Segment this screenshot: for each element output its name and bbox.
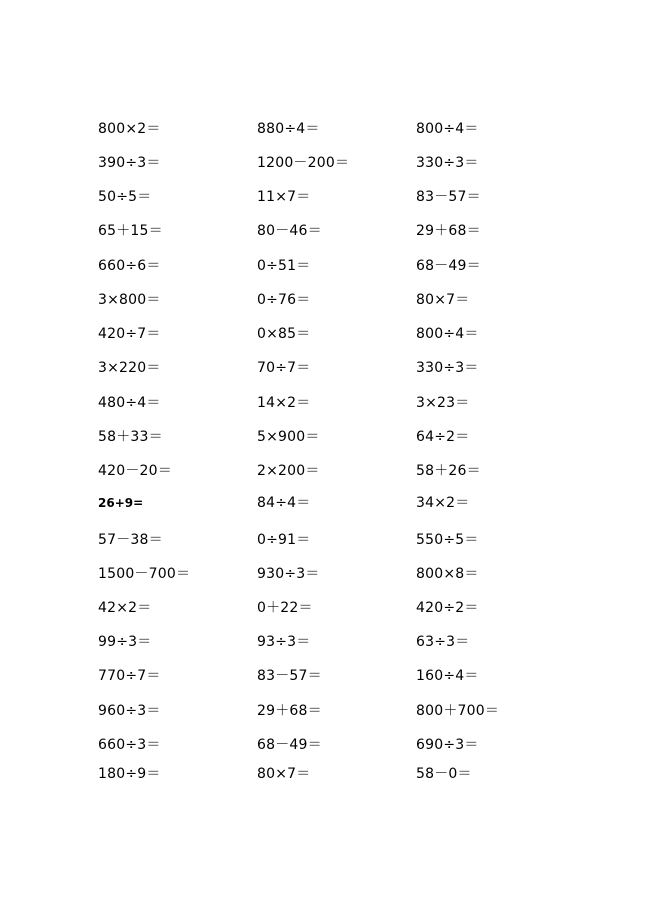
- problem-right-11: 58＋26＝: [416, 463, 481, 479]
- problem-left-7: 420÷7＝: [98, 326, 161, 342]
- problem-middle-15: 0＋22＝: [257, 600, 313, 616]
- problem-right-9: 3×23＝: [416, 395, 470, 411]
- problem-left-9: 480÷4＝: [98, 395, 161, 411]
- problem-right-8: 330÷3＝: [416, 360, 479, 376]
- problem-right-10: 64÷2＝: [416, 429, 470, 445]
- problem-left-18: 960÷3＝: [98, 703, 161, 719]
- problem-left-5: 660÷6＝: [98, 258, 161, 274]
- problem-middle-5: 0÷51＝: [257, 258, 311, 274]
- problem-middle-2: 1200－200＝: [257, 155, 350, 171]
- problem-left-20: 180÷9＝: [98, 766, 161, 782]
- problem-left-3: 50÷5＝: [98, 189, 152, 205]
- problem-middle-18: 29＋68＝: [257, 703, 322, 719]
- problem-right-7: 800÷4＝: [416, 326, 479, 342]
- problem-right-18: 800＋700＝: [416, 703, 500, 719]
- problem-middle-1: 880÷4＝: [257, 121, 320, 137]
- problem-right-12: 34×2＝: [416, 495, 470, 511]
- problem-right-1: 800÷4＝: [416, 121, 479, 137]
- problem-left-12: 26+9=: [98, 496, 144, 510]
- problem-right-4: 29＋68＝: [416, 223, 481, 239]
- problem-middle-20: 80×7＝: [257, 766, 311, 782]
- problem-middle-14: 930÷3＝: [257, 566, 320, 582]
- problem-right-6: 80×7＝: [416, 292, 470, 308]
- problem-right-15: 420÷2＝: [416, 600, 479, 616]
- problem-right-13: 550÷5＝: [416, 532, 479, 548]
- problem-middle-16: 93÷3＝: [257, 634, 311, 650]
- problem-right-5: 68－49＝: [416, 258, 481, 274]
- problem-middle-9: 14×2＝: [257, 395, 311, 411]
- problem-middle-6: 0÷76＝: [257, 292, 311, 308]
- problem-middle-4: 80－46＝: [257, 223, 322, 239]
- problem-left-4: 65＋15＝: [98, 223, 163, 239]
- problem-left-13: 57－38＝: [98, 532, 163, 548]
- problem-middle-17: 83－57＝: [257, 668, 322, 684]
- problem-left-15: 42×2＝: [98, 600, 152, 616]
- problem-right-16: 63÷3＝: [416, 634, 470, 650]
- problem-middle-13: 0÷91＝: [257, 532, 311, 548]
- problem-middle-3: 11×7＝: [257, 189, 311, 205]
- problem-left-16: 99÷3＝: [98, 634, 152, 650]
- problem-middle-10: 5×900＝: [257, 429, 320, 445]
- problem-right-2: 330÷3＝: [416, 155, 479, 171]
- problem-left-17: 770÷7＝: [98, 668, 161, 684]
- problem-middle-7: 0×85＝: [257, 326, 311, 342]
- problem-left-8: 3×220＝: [98, 360, 161, 376]
- problem-left-11: 420－20＝: [98, 463, 172, 479]
- problem-middle-12: 84÷4＝: [257, 495, 311, 511]
- problem-right-3: 83－57＝: [416, 189, 481, 205]
- problem-left-14: 1500－700＝: [98, 566, 191, 582]
- problem-right-19: 690÷3＝: [416, 737, 479, 753]
- problem-middle-11: 2×200＝: [257, 463, 320, 479]
- problem-left-10: 58＋33＝: [98, 429, 163, 445]
- problem-left-2: 390÷3＝: [98, 155, 161, 171]
- problem-left-6: 3×800＝: [98, 292, 161, 308]
- problem-left-1: 800×2＝: [98, 121, 161, 137]
- problem-middle-19: 68－49＝: [257, 737, 322, 753]
- problem-right-14: 800×8＝: [416, 566, 479, 582]
- problem-right-20: 58－0＝: [416, 766, 472, 782]
- problem-left-19: 660÷3＝: [98, 737, 161, 753]
- problem-right-17: 160÷4＝: [416, 668, 479, 684]
- problem-middle-8: 70÷7＝: [257, 360, 311, 376]
